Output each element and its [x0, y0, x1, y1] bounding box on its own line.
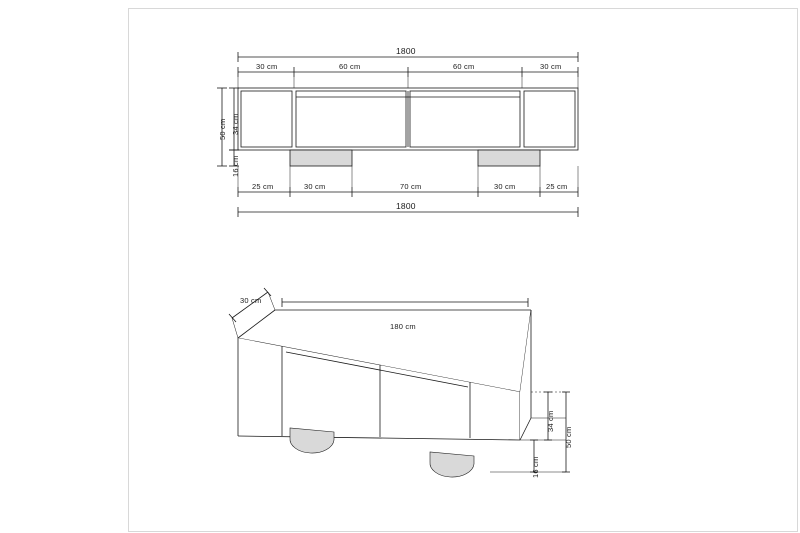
front-base-blocks: [290, 150, 540, 166]
front-top-segment-3: 60 cm: [453, 62, 475, 71]
perspective-depth-label: 30 cm: [240, 296, 262, 305]
front-bottom-segment-5: 25 cm: [546, 182, 568, 191]
front-cabinet-body: [238, 88, 578, 150]
front-top-segment-2: 60 cm: [339, 62, 361, 71]
front-bottom-segment-1: 25 cm: [252, 182, 274, 191]
perspective-total-height-label: 50 cm: [564, 426, 573, 448]
front-top-segment-dimensions: [238, 67, 578, 88]
front-bottom-overall-label: 1800: [396, 201, 416, 211]
perspective-base-height-label: 16 cm: [531, 456, 540, 478]
front-top-overall-label: 1800: [396, 46, 416, 56]
perspective-width-label: 180 cm: [390, 322, 416, 331]
front-body-height-label: 34 cm: [231, 113, 240, 135]
front-base-height-label: 16 cm: [231, 155, 240, 177]
perspective-body-height-label: 34 cm: [546, 410, 555, 432]
front-top-segment-1: 30 cm: [256, 62, 278, 71]
front-total-height-label: 50 cm: [218, 118, 227, 140]
front-bottom-segment-2: 30 cm: [304, 182, 326, 191]
front-bottom-segment-4: 30 cm: [494, 182, 516, 191]
front-bottom-segment-3: 70 cm: [400, 182, 422, 191]
perspective-width-dimension: [282, 298, 528, 307]
front-top-segment-4: 30 cm: [540, 62, 562, 71]
